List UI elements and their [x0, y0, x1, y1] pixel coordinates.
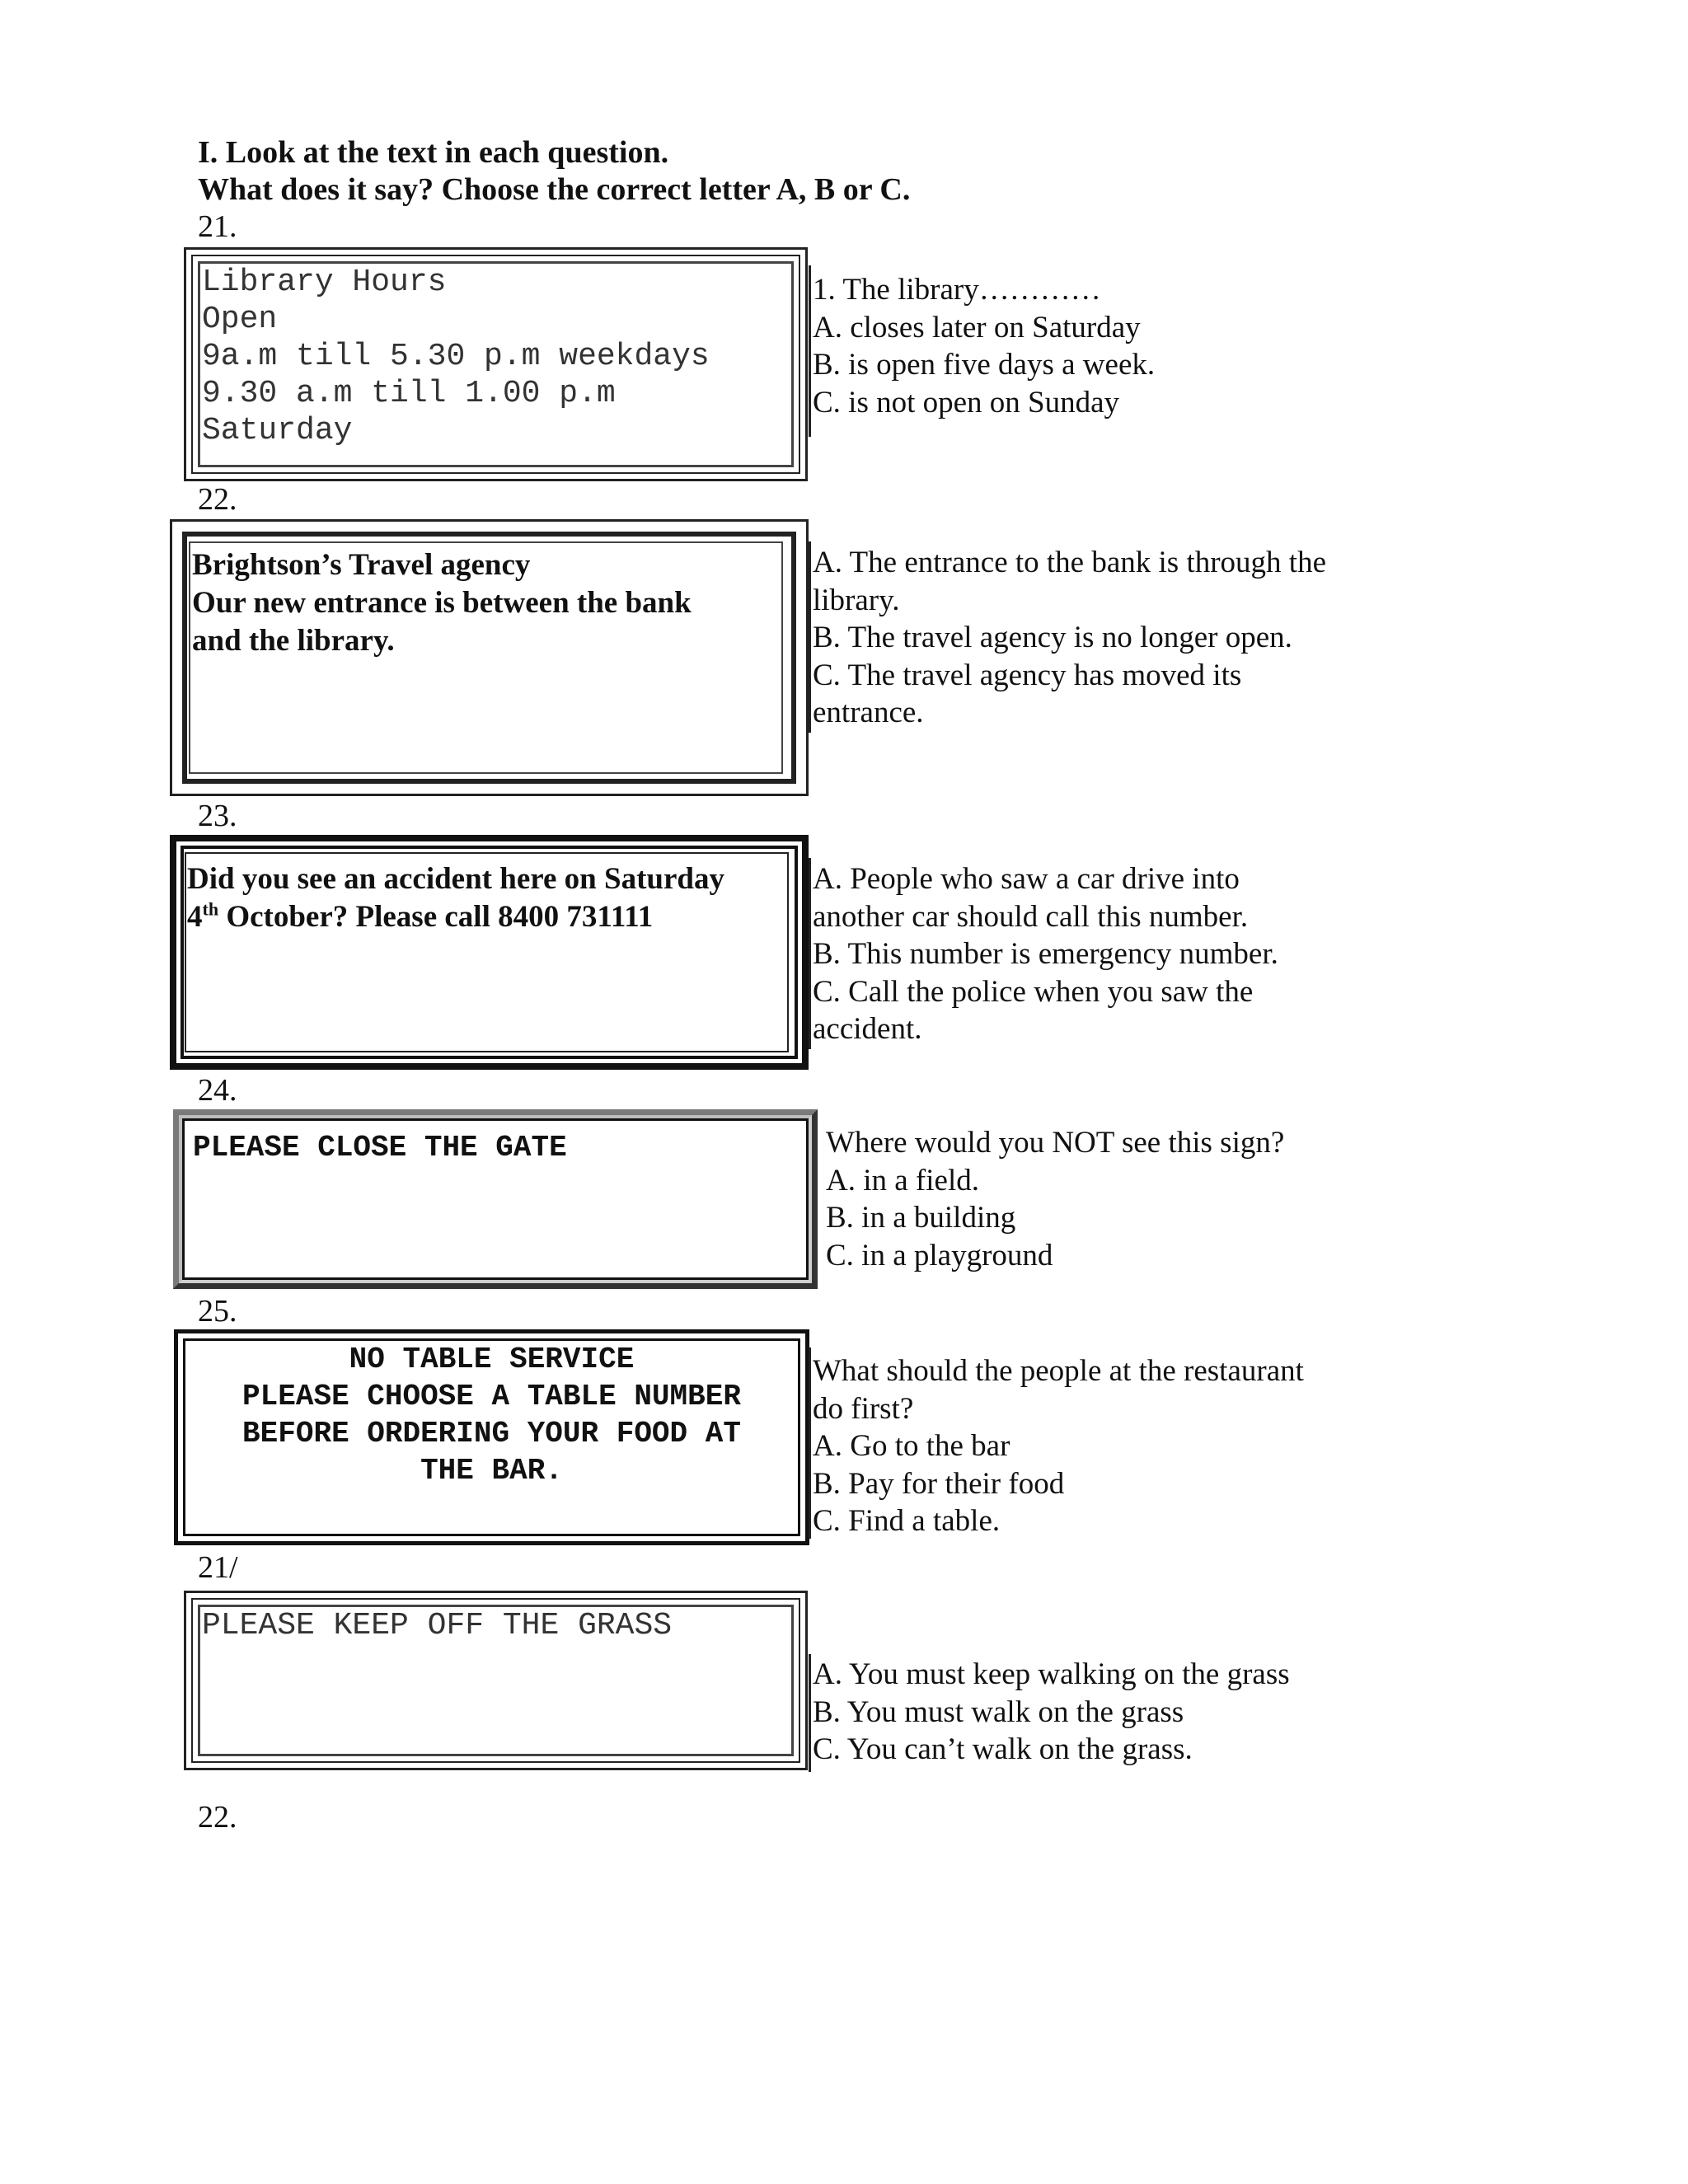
option-a: A. Go to the bar [813, 1429, 1010, 1463]
option-divider [809, 1654, 811, 1772]
option-a: A. The entrance to the bank is through the [813, 546, 1327, 579]
option-b: B. This number is emergency number. [813, 937, 1278, 971]
option-c: C. in a playground [826, 1238, 1053, 1272]
question-stem: 1. The library………… [813, 273, 1101, 307]
option-b: B. Pay for their food [813, 1466, 1065, 1501]
sign-line: PLEASE KEEP OFF THE GRASS [202, 1608, 673, 1643]
option-divider [809, 265, 811, 437]
sign-line: Library Hours [202, 265, 447, 300]
question-number: 24. [198, 1073, 237, 1108]
sign-box-travel-agency [170, 519, 809, 796]
sign-line: NO TABLE SERVICE [349, 1343, 635, 1376]
sign-line: PLEASE CHOOSE A TABLE NUMBER [242, 1380, 741, 1413]
sign-box-accident [170, 835, 809, 1070]
question-number: 21/ [198, 1550, 238, 1585]
sign-line: 9a.m till 5.30 p.m weekdays [202, 339, 710, 374]
question-number: 23. [198, 799, 237, 833]
option-c: C. is not open on Sunday [813, 385, 1120, 419]
option-a: A. People who saw a car drive into [813, 862, 1240, 896]
instruction-line-2: What does it say? Choose the correct letter A, B or C. [198, 172, 911, 207]
options-list [813, 1656, 1290, 1769]
option-b: B. in a building [826, 1201, 1016, 1235]
sign-box-table-service [174, 1329, 809, 1545]
options-list [813, 271, 1155, 421]
sign-day: 4 [187, 900, 203, 934]
question-stem: Where would you NOT see this sign? [826, 1126, 1285, 1160]
option-a-continued: another car should call this number. [813, 899, 1249, 934]
option-c: C. Find a table. [813, 1504, 1001, 1538]
option-a: A. in a field. [826, 1163, 979, 1197]
options-list [813, 860, 1278, 1048]
option-c: C. The travel agency has moved its [813, 658, 1242, 692]
sign-line: 9.30 a.m till 1.00 p.m [202, 376, 616, 411]
options-list [826, 1124, 1284, 1274]
sign-ordinal: th [202, 898, 219, 920]
sign-line [187, 898, 787, 936]
option-c-continued: entrance. [813, 696, 924, 729]
sign-box-gate [173, 1109, 818, 1289]
sign-line: PLEASE CLOSE THE GATE [193, 1131, 567, 1165]
option-a: A. You must keep walking on the grass [813, 1657, 1290, 1691]
sign-line: Saturday [202, 413, 353, 448]
question-stem-continued: do first? [813, 1391, 914, 1426]
sign-line: and the library. [192, 624, 395, 658]
option-a: A. closes later on Saturday [813, 310, 1141, 344]
question-stem: What should the people at the restaurant [813, 1354, 1304, 1388]
option-divider [809, 541, 811, 733]
instruction-line-1: I. Look at the text in each question. [198, 135, 669, 170]
sign-line: Our new entrance is between the bank [192, 586, 692, 620]
options-list [813, 544, 1326, 732]
sign-line: Open [202, 302, 278, 337]
question-number: 25. [198, 1294, 237, 1329]
question-number: 22. [198, 1800, 237, 1835]
sign-line: THE BAR. [420, 1454, 563, 1488]
question-number: 22. [198, 482, 237, 517]
option-divider [809, 1347, 811, 1539]
option-a-continued: library. [813, 583, 900, 617]
sign-line-rest: October? Please call 8400 731111 [218, 900, 654, 934]
option-c-continued: accident. [813, 1012, 922, 1046]
option-c: C. You can’t walk on the grass. [813, 1732, 1193, 1766]
options-list [813, 1352, 1304, 1540]
sign-line: BEFORE ORDERING YOUR FOOD AT [242, 1417, 741, 1451]
option-b: B. The travel agency is no longer open. [813, 621, 1292, 654]
sign-line: Did you see an accident here on Saturday [187, 862, 724, 896]
sign-box-grass [184, 1591, 808, 1770]
option-b: B. is open five days a week. [813, 348, 1156, 382]
question-number: 21. [198, 209, 237, 244]
option-divider [809, 858, 811, 1049]
sign-line: Brightson’s Travel agency [192, 548, 531, 582]
sign-box-library-hours [184, 247, 808, 481]
option-b: B. You must walk on the grass [813, 1694, 1184, 1729]
option-c: C. Call the police when you saw the [813, 974, 1254, 1009]
